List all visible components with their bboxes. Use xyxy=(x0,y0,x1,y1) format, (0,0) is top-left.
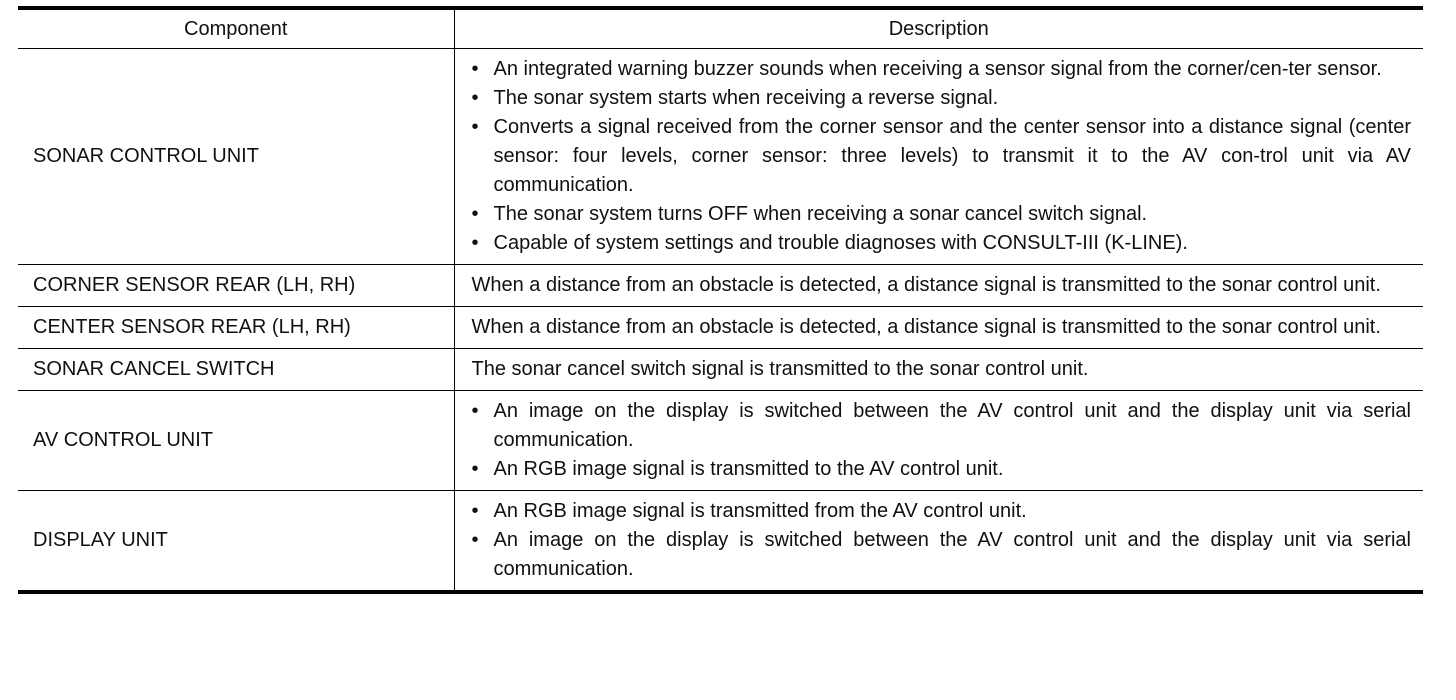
bullet-item: • An image on the display is switched between the AV control unit and the display unit via serial communication. xyxy=(472,397,1412,455)
table-row xyxy=(18,49,1423,265)
component-cell: DISPLAY UNIT xyxy=(18,491,454,593)
description-cell xyxy=(454,49,1423,265)
header-component: Component xyxy=(18,8,454,49)
description-cell xyxy=(454,491,1423,593)
table-row xyxy=(18,391,1423,491)
bullet-item: • Capable of system settings and trouble diagnoses with CONSULT-III (K-LINE). xyxy=(472,229,1412,258)
component-cell: CENTER SENSOR REAR (LH, RH) xyxy=(18,307,454,349)
component-cell: AV CONTROL UNIT xyxy=(18,391,454,491)
table-row xyxy=(18,349,1423,391)
description-cell xyxy=(454,307,1423,349)
description-cell xyxy=(454,391,1423,491)
table-header-row xyxy=(18,8,1423,49)
component-cell: SONAR CONTROL UNIT xyxy=(18,49,454,265)
bullet-item: • The sonar system turns OFF when receiving a sonar cancel switch signal. xyxy=(472,200,1412,229)
bullet-item: • Converts a signal received from the corner sensor and the center sensor into a distance signal (center sensor: four levels, corner sensor: three levels) to transmit it to the AV con-trol unit via AV communication. xyxy=(472,113,1412,200)
bullet-list xyxy=(472,55,1412,258)
description-cell xyxy=(454,265,1423,307)
description-text: When a distance from an obstacle is detected, a distance signal is transmitted to the sonar control unit. xyxy=(471,274,1381,296)
bullet-item: • An image on the display is switched between the AV control unit and the display unit via serial communication. xyxy=(472,526,1412,584)
table-row xyxy=(18,265,1423,307)
component-cell: SONAR CANCEL SWITCH xyxy=(18,349,454,391)
bullet-item: • An RGB image signal is transmitted from the AV control unit. xyxy=(472,497,1412,526)
header-description: Description xyxy=(888,17,989,40)
description-text: When a distance from an obstacle is detected, a distance signal is transmitted to the sonar control unit. xyxy=(471,316,1381,338)
description-cell xyxy=(454,349,1423,391)
bullet-item: • An RGB image signal is transmitted to the AV control unit. xyxy=(472,455,1412,484)
table-row xyxy=(18,307,1423,349)
table-row xyxy=(18,491,1423,593)
bullet-list xyxy=(472,397,1412,484)
bullet-list xyxy=(472,497,1412,584)
description-text: The sonar cancel switch signal is transmitted to the sonar control unit. xyxy=(471,358,1089,380)
component-description-table xyxy=(18,6,1423,594)
bullet-item: • An integrated warning buzzer sounds when receiving a sensor signal from the corner/cen-ter sensor. xyxy=(472,55,1412,84)
component-cell: CORNER SENSOR REAR (LH, RH) xyxy=(18,265,454,307)
bullet-item: • The sonar system starts when receiving a reverse signal. xyxy=(472,84,1412,113)
